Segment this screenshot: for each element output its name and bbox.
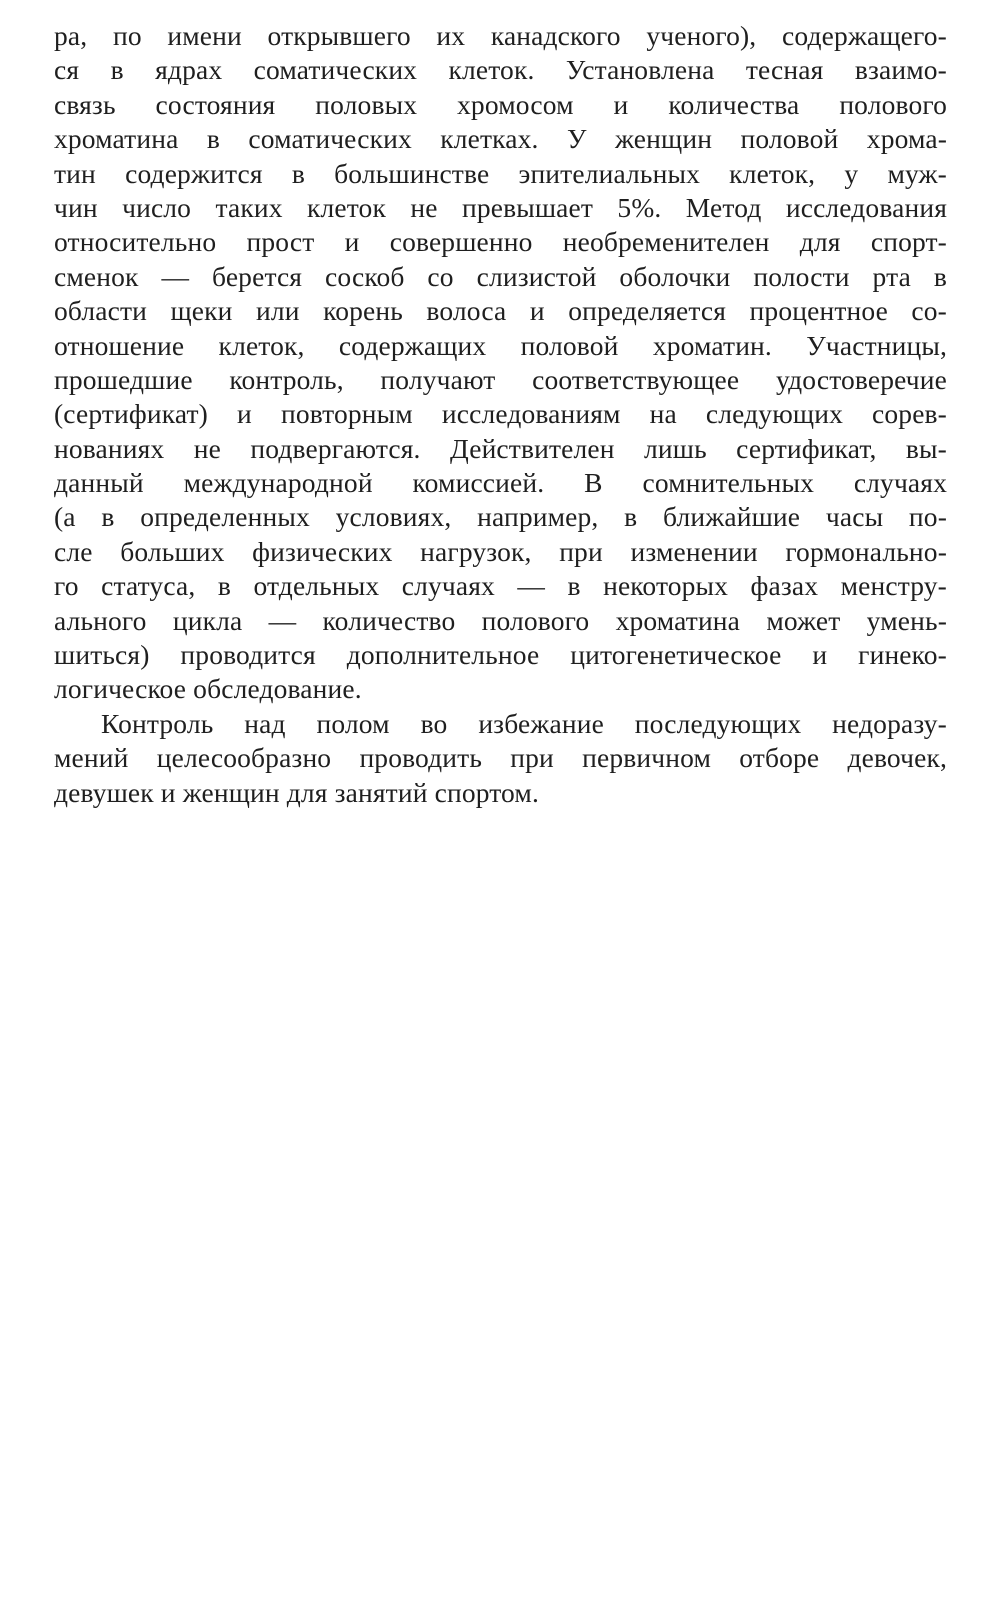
text-line: мений целесообразно проводить при первичном отборе девочек, bbox=[54, 742, 947, 774]
text-line: отношение клеток, содержащих половой хроматин. Участницы, bbox=[54, 329, 947, 361]
text-line: логическое обследование. bbox=[54, 673, 362, 705]
text-line: относительно прост и совершенно необременителен для спорт- bbox=[54, 226, 947, 258]
text-line: сменок — берется соскоб со слизистой оболочки полости рта в bbox=[54, 260, 947, 292]
text-line: ра, по имени открывшего их канадского ученого), содержащего- bbox=[54, 20, 947, 51]
text-line: связь состояния половых хромосом и количества полового bbox=[54, 88, 947, 120]
text-line: ального цикла — количество полового хроматина может умень- bbox=[54, 604, 947, 636]
text-line: нованиях не подвергаются. Действителен лишь сертификат, вы- bbox=[54, 432, 947, 464]
page-text bbox=[54, 19, 947, 810]
text-line: девушек и женщин для занятий спортом. bbox=[54, 776, 540, 808]
text-line: Контроль над полом во избежание последующих недоразу- bbox=[101, 707, 947, 739]
text-line: тин содержится в большинстве эпителиальных клеток, у муж- bbox=[54, 157, 947, 189]
text-line: сле больших физических нагрузок, при изменении гормонально- bbox=[54, 535, 947, 567]
text-line: (сертификат) и повторным исследованиям на следующих сорев- bbox=[54, 398, 947, 430]
paragraph-2 bbox=[54, 707, 947, 810]
text-line: (а в определенных условиях, например, в ближайшие часы по- bbox=[54, 501, 947, 533]
text-line: хроматина в соматических клетках. У женщин половой хрома- bbox=[54, 123, 947, 155]
text-line: области щеки или корень волоса и определяется процентное со- bbox=[54, 295, 947, 327]
text-line: шиться) проводится дополнительное цитогенетическое и гинеко- bbox=[54, 639, 947, 671]
text-line: данный международной комиссией. В сомнительных случаях bbox=[54, 467, 947, 499]
text-line: чин число таких клеток не превышает 5%. Метод исследования bbox=[54, 191, 947, 223]
text-line: прошедшие контроль, получают соответствующее удостоверечие bbox=[54, 363, 947, 395]
text-line: ся в ядрах соматических клеток. Установлена тесная взаимо- bbox=[54, 54, 947, 86]
text-line: го статуса, в отдельных случаях — в некоторых фазах менстру- bbox=[54, 570, 947, 602]
paragraph-1 bbox=[54, 19, 947, 707]
